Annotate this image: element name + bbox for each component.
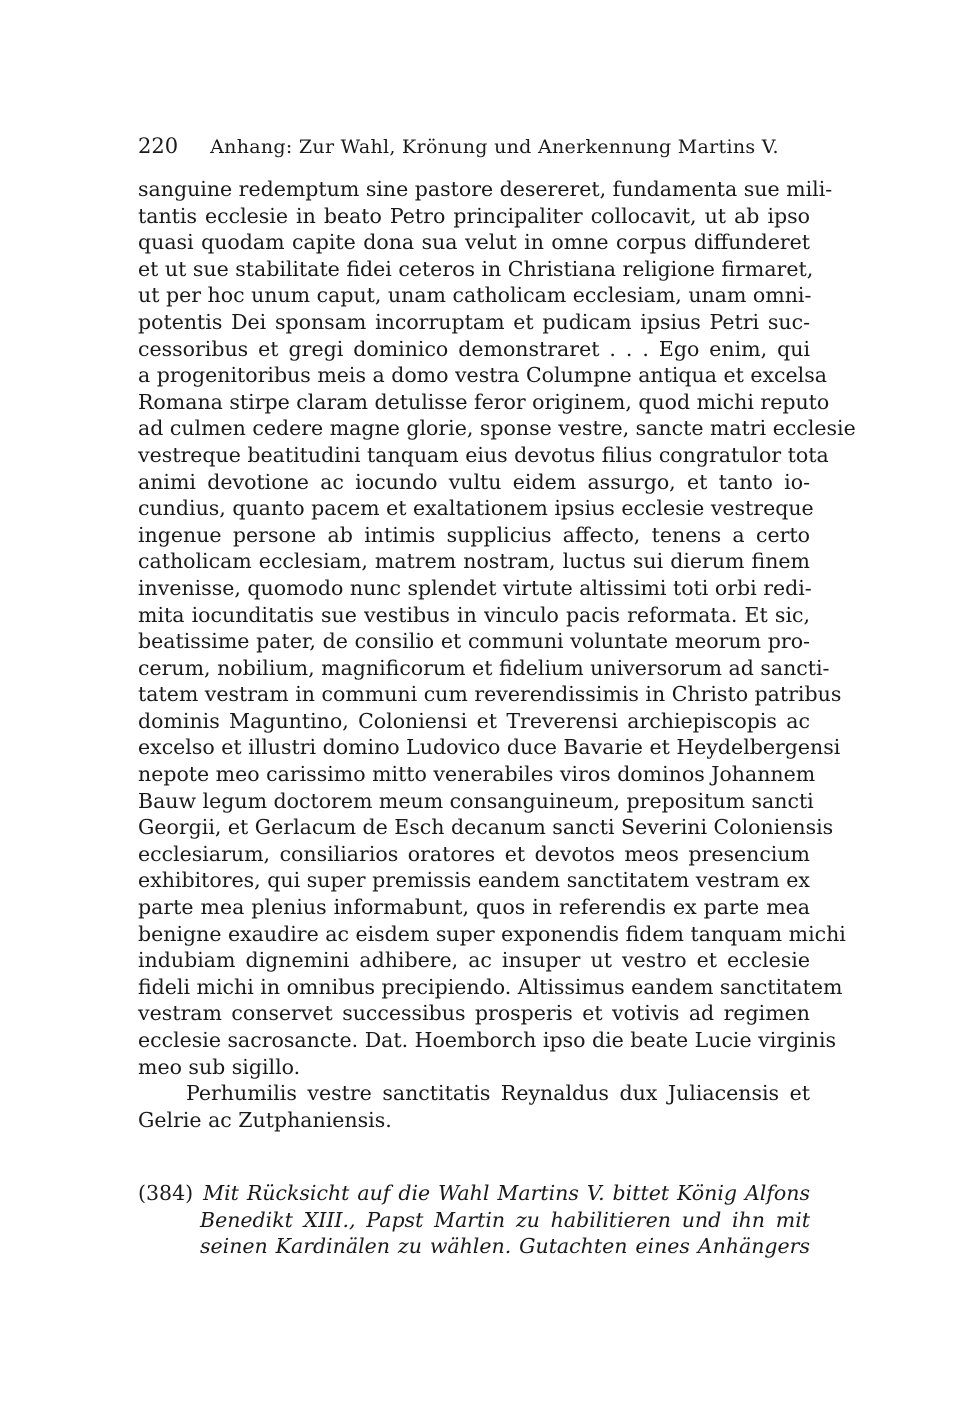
entry-summary-text: Benedikt XIII., Papst Martin zu habilitieren und ihn mit bbox=[200, 1207, 810, 1232]
text-line: a progenitoribus meis a domo vestra Columpne antiqua et excelsa bbox=[138, 363, 827, 388]
text-line: tatem vestram in communi cum reverendissimis in Christo patribus bbox=[138, 682, 842, 707]
page-number: 220 bbox=[138, 134, 179, 158]
text-line: ut per hoc unum caput, unam catholicam ecclesiam, unam omni- bbox=[138, 283, 812, 308]
document-entry bbox=[138, 1180, 810, 1260]
text-line: cerum, nobilium, magnificorum et fidelium universorum ad sancti- bbox=[138, 655, 830, 680]
letter-text bbox=[138, 176, 856, 1133]
text-line: exhibitores, qui super premissis eandem sanctitatem vestram ex bbox=[138, 868, 810, 893]
text-line: nepote meo carissimo mitto venerabiles viros dominos Johannem bbox=[138, 762, 816, 787]
entry-heading-line bbox=[138, 1180, 810, 1207]
text-line: mita iocunditatis sue vestibus in vinculo pacis reformata. Et sic, bbox=[138, 602, 810, 627]
text-line: quasi quodam capite dona sua velut in omne corpus diffunderet bbox=[138, 230, 810, 255]
text-line: tantis ecclesie in beato Petro principaliter collocavit, ut ab ipso bbox=[138, 203, 810, 228]
text-line: dominis Maguntino, Coloniensi et Treverensi archiepiscopis ac bbox=[138, 708, 810, 733]
text-line: ecclesiarum, consiliarios oratores et devotos meos presencium bbox=[138, 841, 810, 866]
text-line: ecclesie sacrosancte. Dat. Hoemborch ipso die beate Lucie virginis bbox=[138, 1028, 837, 1052]
text-line: sanguine redemptum sine pastore desereret, fundamenta sue mili- bbox=[138, 177, 833, 201]
text-line: catholicam ecclesiam, matrem nostram, luctus sui dierum finem bbox=[138, 549, 810, 574]
signature-line: Gelrie ac Zutphaniensis. bbox=[138, 1107, 392, 1132]
text-line: vestram conservet successibus prosperis et votivis ad regimen bbox=[138, 1001, 810, 1026]
text-line: indubiam dignemini adhibere, ac insuper ut vestro et ecclesie bbox=[138, 948, 810, 973]
text-line: invenisse, quomodo nunc splendet virtute altissimi toti orbi redi- bbox=[138, 575, 812, 600]
entry-summary-text: seinen Kardinälen zu wählen. Gutachten eines Anhängers bbox=[200, 1234, 810, 1259]
text-line: vestreque beatitudini tanquam eius devotus filius congratulor tota bbox=[138, 442, 829, 467]
text-line: beatissime pater, de consilio et communi voluntate meorum pro- bbox=[138, 629, 810, 654]
text-line: meo sub sigillo. bbox=[138, 1054, 301, 1079]
text-line: ingenue persone ab intimis supplicius affecto, tenens a certo bbox=[138, 522, 810, 547]
text-line: cundius, quanto pacem et exaltationem ipsius ecclesie vestreque bbox=[138, 496, 814, 521]
text-line: potentis Dei sponsam incorruptam et pudicam ipsius Petri suc- bbox=[138, 309, 810, 334]
text-line: parte mea plenius informabunt, quos in referendis ex parte mea bbox=[138, 895, 810, 920]
entry-summary-text: Mit Rücksicht auf die Wahl Martins V. bittet König Alfons bbox=[203, 1181, 810, 1205]
running-head bbox=[138, 134, 818, 159]
text-line: animi devotione ac iocundo vultu eidem assurgo, et tanto io- bbox=[138, 469, 810, 494]
entry-number: (384) bbox=[138, 1181, 194, 1205]
text-line: benigne exaudire ac eisdem super exponendis fidem tanquam michi bbox=[138, 921, 846, 946]
text-line: Bauw legum doctorem meum consanguineum, prepositum sancti bbox=[138, 788, 814, 813]
text-line: fideli michi in omnibus precipiendo. Altissimus eandem sanctitatem bbox=[138, 974, 843, 999]
text-line: Georgii, et Gerlacum de Esch decanum sancti Severini Coloniensis bbox=[138, 815, 834, 840]
running-title: Anhang: Zur Wahl, Krönung und Anerkennung Martins V. bbox=[210, 136, 779, 158]
text-line: cessoribus et gregi dominico demonstraret . . . Ego enim, qui bbox=[138, 336, 810, 361]
text-line: Romana stirpe claram detulisse feror originem, quod michi reputo bbox=[138, 389, 830, 414]
text-line: ad culmen cedere magne glorie, sponse vestre, sancte matri ecclesie bbox=[138, 416, 856, 441]
text-line: et ut sue stabilitate fidei ceteros in Christiana religione firmaret, bbox=[138, 256, 814, 281]
signature-line: Perhumilis vestre sanctitatis Reynaldus dux Juliacensis et bbox=[186, 1081, 810, 1106]
text-line: excelso et illustri domino Ludovico duce Bavarie et Heydelbergensi bbox=[138, 735, 841, 760]
